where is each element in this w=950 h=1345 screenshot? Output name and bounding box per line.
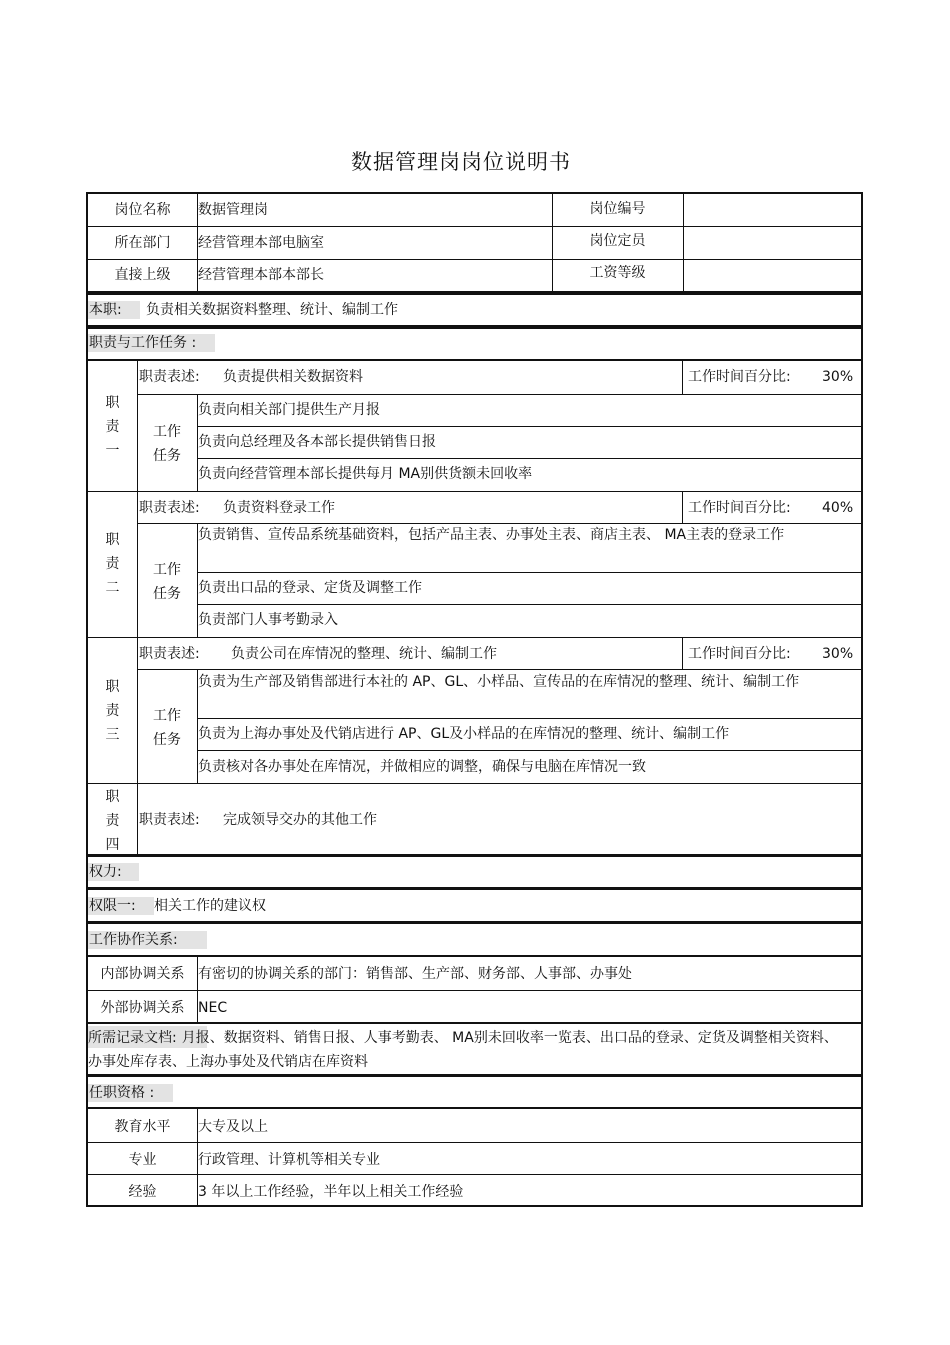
superior-label: 直接上级 [114, 267, 171, 283]
duty-1-desc: 负责提供相关数据资料 [223, 369, 363, 385]
duty-2-pct: 40% [822, 500, 854, 516]
power-row [86, 855, 863, 889]
duty-3-pct: 30% [822, 646, 854, 662]
duty-2-task-label: 工作 任务 [153, 562, 181, 602]
major-label: 专业 [128, 1152, 157, 1168]
duty-2-desc: 负责资料登录工作 [223, 500, 335, 516]
role-value: 负责相关数据资料整理、统计、编制工作 [146, 302, 398, 318]
department-value: 经营管理本部电脑室 [198, 235, 324, 251]
position-name-label: 岗位名称 [114, 202, 171, 218]
position-name-value: 数据管理岗 [198, 202, 268, 218]
duty-3-task-label: 工作 任务 [153, 708, 181, 748]
education-label: 教育水平 [114, 1119, 171, 1135]
duty-3-task-2: 负责为上海办事处及代销店进行 AP、GL及小样品的在库情况的整理、统计、编制工作 [198, 726, 730, 742]
experience-value: 3 年以上工作经验，半年以上相关工作经验 [198, 1184, 464, 1200]
duty-3-task-1: 负责为生产部及销售部进行本社的 AP、GL、小样品、宣传品的在库情况的整理、统计、编制工作 [198, 674, 800, 690]
duty-1-task-2: 负责向总经理及各本部长提供销售日报 [198, 434, 436, 450]
duty-2-task-1: 负责销售、宣传品系统基础资料，包括产品主表、办事处主表、商店主表、 MA主表的登录工作 [198, 527, 785, 543]
duties-table [86, 359, 863, 856]
duty-3-desc-label: 职责表述: [139, 646, 200, 662]
duty-3-task-3: 负责核对各办事处在库情况，并做相应的调整，确保与电脑在库情况一致 [198, 759, 646, 775]
department-label: 所在部门 [114, 235, 171, 251]
duty-2-desc-label: 职责表述: [139, 500, 200, 516]
qualification-label: 任职资格 : [88, 1084, 173, 1102]
experience-label: 经验 [128, 1184, 157, 1200]
headcount-label: 岗位定员 [589, 233, 646, 249]
duties-header: 职责与工作任务 : [88, 334, 215, 352]
cooperation-table [86, 955, 863, 1024]
duty-4-desc: 完成领导交办的其他工作 [223, 812, 377, 828]
salary-grade-label: 工资等级 [589, 265, 646, 281]
duty-4-name: 职 责 四 [105, 789, 120, 853]
duty-3-pct-label: 工作时间百分比: [688, 646, 791, 662]
duty-1-pct: 30% [822, 369, 854, 385]
document-title: 数据管理岗岗位说明书 [351, 150, 571, 174]
authority-value: 相关工作的建议权 [154, 898, 266, 914]
qualification-table [86, 1107, 863, 1207]
major-value: 行政管理、计算机等相关专业 [198, 1152, 380, 1168]
position-code-label: 岗位编号 [589, 201, 646, 217]
authority-label: 权限一: [88, 897, 154, 915]
duty-1-pct-label: 工作时间百分比: [688, 369, 791, 385]
cooperation-label: 工作协作关系: [88, 931, 207, 949]
superior-value: 经营管理本部本部长 [198, 267, 324, 283]
duty-1-task-3: 负责向经营管理本部长提供每月 MA别供货额未回收率 [198, 466, 533, 482]
internal-coordination-value: 有密切的协调关系的部门：销售部、生产部、财务部、人事部、办事处 [198, 966, 632, 982]
duty-2-task-3: 负责部门人事考勤录入 [198, 612, 338, 628]
internal-coordination-label: 内部协调关系 [100, 966, 185, 982]
records-row [86, 1022, 863, 1076]
duty-3-desc: 负责公司在库情况的整理、统计、编制工作 [231, 646, 497, 662]
basic-info-table [86, 192, 863, 293]
duties-header-row [86, 327, 863, 361]
duty-1-task-1: 负责向相关部门提供生产月报 [198, 402, 380, 418]
authority-row [86, 888, 863, 923]
duty-2-pct-label: 工作时间百分比: [688, 500, 791, 516]
duty-4-desc-label: 职责表述: [139, 812, 200, 828]
duty-2-name: 职 责 二 [105, 532, 120, 596]
duty-3-name: 职 责 三 [105, 679, 120, 743]
external-coordination-label: 外部协调关系 [100, 1000, 185, 1016]
duty-1-desc-label: 职责表述: [139, 369, 200, 385]
duty-1-name: 职 责 一 [105, 395, 120, 459]
power-label: 权力: [88, 863, 139, 881]
records-label: 所需记录文档: [88, 1030, 177, 1046]
records-label-and-value [88, 1026, 838, 1074]
qualification-header-row [86, 1075, 863, 1109]
external-coordination-value: NEC [198, 1000, 228, 1016]
duty-2-task-2: 负责出口品的登录、定货及调整工作 [198, 580, 422, 596]
records-value: 月报、数据资料、销售日报、人事考勤表、 MA别未回收率一览表、出口品的登录、定货及调整相关资料、办事处库存表、上海办事处及代销店在库资料 [88, 1030, 838, 1070]
duty-1-task-label: 工作 任务 [153, 424, 181, 464]
role-row [86, 293, 863, 327]
education-value: 大专及以上 [198, 1119, 268, 1135]
cooperation-header-row [86, 922, 863, 957]
role-label: 本职: [88, 301, 140, 319]
